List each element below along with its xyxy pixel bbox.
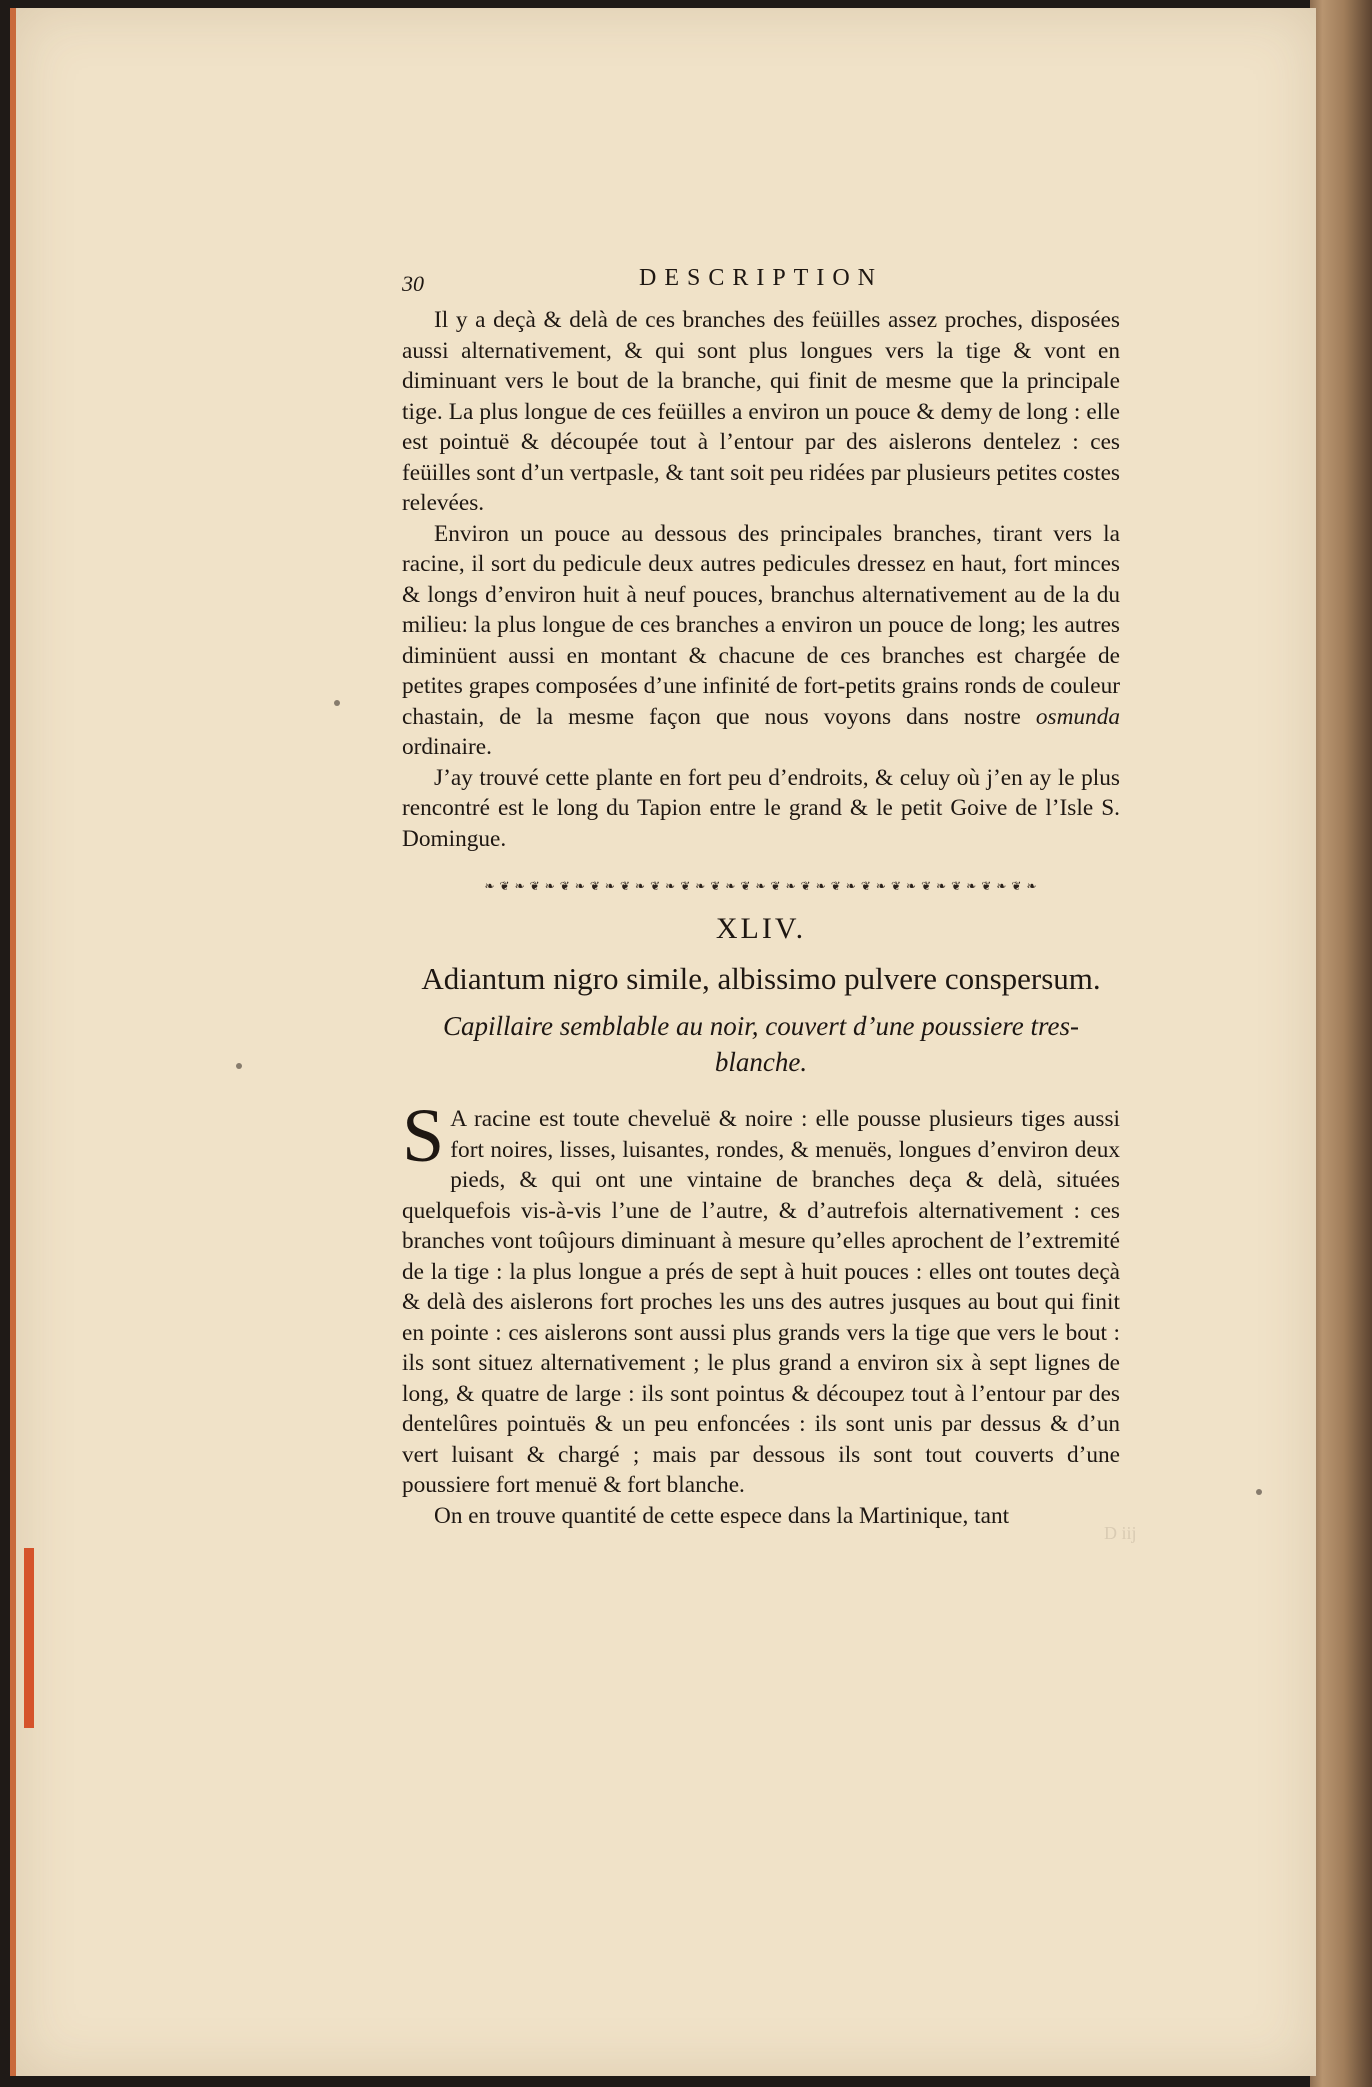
section-body: A racine est toute cheveluë & noire : elle pousse plusieurs tiges aussi fort noires, lisses, luisantes, rondes, & menuës, longues d’environ deux pieds, & qui ont une vintaine de branches deça & delà, situées quelquefois vis-à-vis l’une de l’autre, & d’autrefois alternativement : ces branches vont toûjours diminuant à mesure qu’elles aprochent de l’extremité de la tige : la plus longue a prés de sept à huit pouces : elles ont toutes deçà & delà des aislerons fort proches les uns des autres jusques au bout qui finit en pointe : ces aislerons sont aussi plus grands vers la tige que vers le bout : ils sont situez alternativement ; le plus grand a environ six à sept lignes de long, & quatre de large : ils sont pointus & découpez tout à l’entour par des dentelûres pointuës & un peu enfoncées : ils sont unis par dessus & d’un vert luisant & chargé ; mais par dessous ils sont tout couverts d’une poussiere fort menuë & fort blanche.	[402, 1106, 1120, 1498]
paragraph-1	[402, 305, 1120, 519]
page-content	[402, 265, 1120, 1531]
running-title: DESCRIPTION	[638, 265, 883, 291]
paragraph-3-text: J’ay trouvé cette plante en fort peu d’endroits, & celuy où j’en ay le plus rencontré est le long du Tapion entre le grand & le petit Goive de l’Isle S. Domingue.	[402, 764, 1120, 852]
book-page-edge	[1310, 0, 1372, 2087]
continued-description	[402, 305, 1120, 854]
paragraph-2	[402, 519, 1120, 763]
final-line: On en trouve quantité de cette espece dans la Martinique, tant	[434, 1502, 1010, 1529]
french-title: Capillaire semblable au noir, couvert d’une poussiere tres-blanche.	[443, 1011, 1079, 1077]
book-page	[10, 8, 1316, 2076]
ink-speck	[334, 700, 340, 706]
section-number: XLIV.	[715, 912, 807, 945]
paragraph-2-italic-term: osmunda	[1035, 703, 1120, 730]
show-through-text: D iij	[1104, 1523, 1137, 1543]
paragraph-1-text: Il y a deçà & delà de ces branches des feüilles assez proches, disposées aussi alternativement, & qui sont plus longues vers la tige & vont en diminuant vers le bout de la branche, qui finit de mesme que la principale tige. La plus longue de ces feüilles a environ un pouce & demy de long : elle est pointuë & découpée tout à l’entour par des aislerons dentelez : ces feüilles sont d’un vertpasle, & tant soit peu ridées par plusieurs petites costes relevées.	[402, 307, 1120, 516]
latin-title: Adiantum nigro simile, albissimo pulvere conspersum.	[421, 961, 1101, 996]
ink-speck	[1256, 1489, 1262, 1495]
drop-cap: S	[402, 1094, 445, 1178]
section-description	[402, 1094, 1120, 1531]
paragraph-2-text-a: Environ un pouce au dessous des principales branches, tirant vers la racine, il sort du pedicule deux autres pedicules dressez en haut, fort minces & longs d’environ huit à neuf pouces, branchus alternativement au de la du milieu: la plus longue de ces branches a environ un pouce de long; les autres diminüent aussi en montant & chacune de ces branches est chargée de petites grapes composées d’une infinité de fort-petits grains ronds de couleur chastain, de la mesme façon que nous voyons dans nostre	[402, 520, 1120, 730]
paragraph-3	[402, 763, 1120, 855]
page-number: 30	[402, 271, 424, 296]
running-head	[402, 265, 1120, 305]
paragraph-2-text-b: ordinaire.	[402, 734, 492, 760]
red-binding-edge	[24, 1548, 34, 1728]
ornamental-divider: ❧ ❦ ❧ ❦ ❧ ❦ ❧ ❦ ❧ ❦ ❧ ❦ ❧ ❦ ❧ ❦ ❧ ❦ ❧ ❦ ❧ ❦ ❧ ❦ ❧ ❦ ❧ ❦ ❧ ❦ ❧ ❦ ❧ ❦ ❧ ❦ ❧	[484, 879, 1038, 893]
ink-speck	[236, 1063, 242, 1069]
